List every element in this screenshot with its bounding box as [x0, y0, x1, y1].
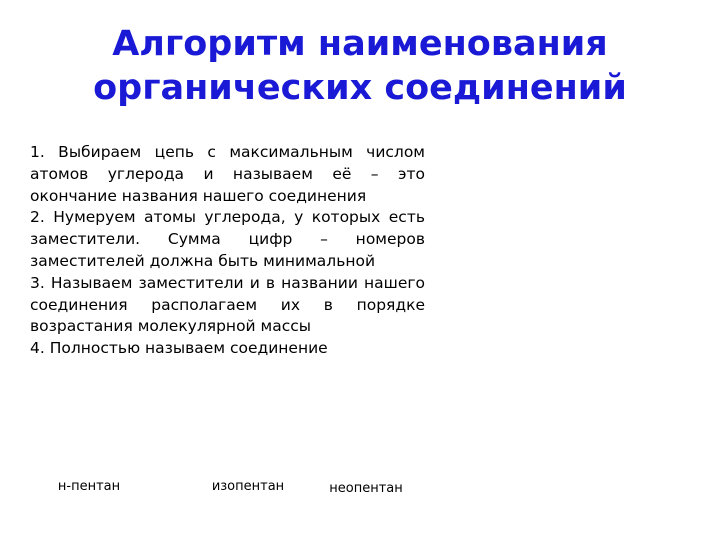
algorithm-step-4: 4. Полностью называем соединение: [30, 339, 328, 358]
algorithm-step-2: 2. Нумеруем атомы углерода, у которых есть заместители. Сумма цифр – номеров заместителей должна быть минимальной: [30, 208, 425, 270]
caption-neopentane: неопентан: [329, 481, 403, 496]
slide-title: [60, 22, 660, 110]
slide-title-line-1: Алгоритм наименования: [112, 24, 608, 64]
caption-n-pentane: н-пентан: [57, 479, 121, 494]
slide-title-line-2: органических соединений: [93, 68, 627, 108]
algorithm-step-3: 3. Называем заместители и в названии нашего соединения располагаем их в порядке возрастания молекулярной массы: [30, 273, 425, 336]
algorithm-steps-list: [30, 142, 425, 360]
caption-isopentane: изопентан: [211, 479, 285, 494]
algorithm-step-1: 1. Выбираем цепь с максимальным числом атомов углерода и называем её – это окончание названия нашего соединения: [30, 143, 425, 205]
